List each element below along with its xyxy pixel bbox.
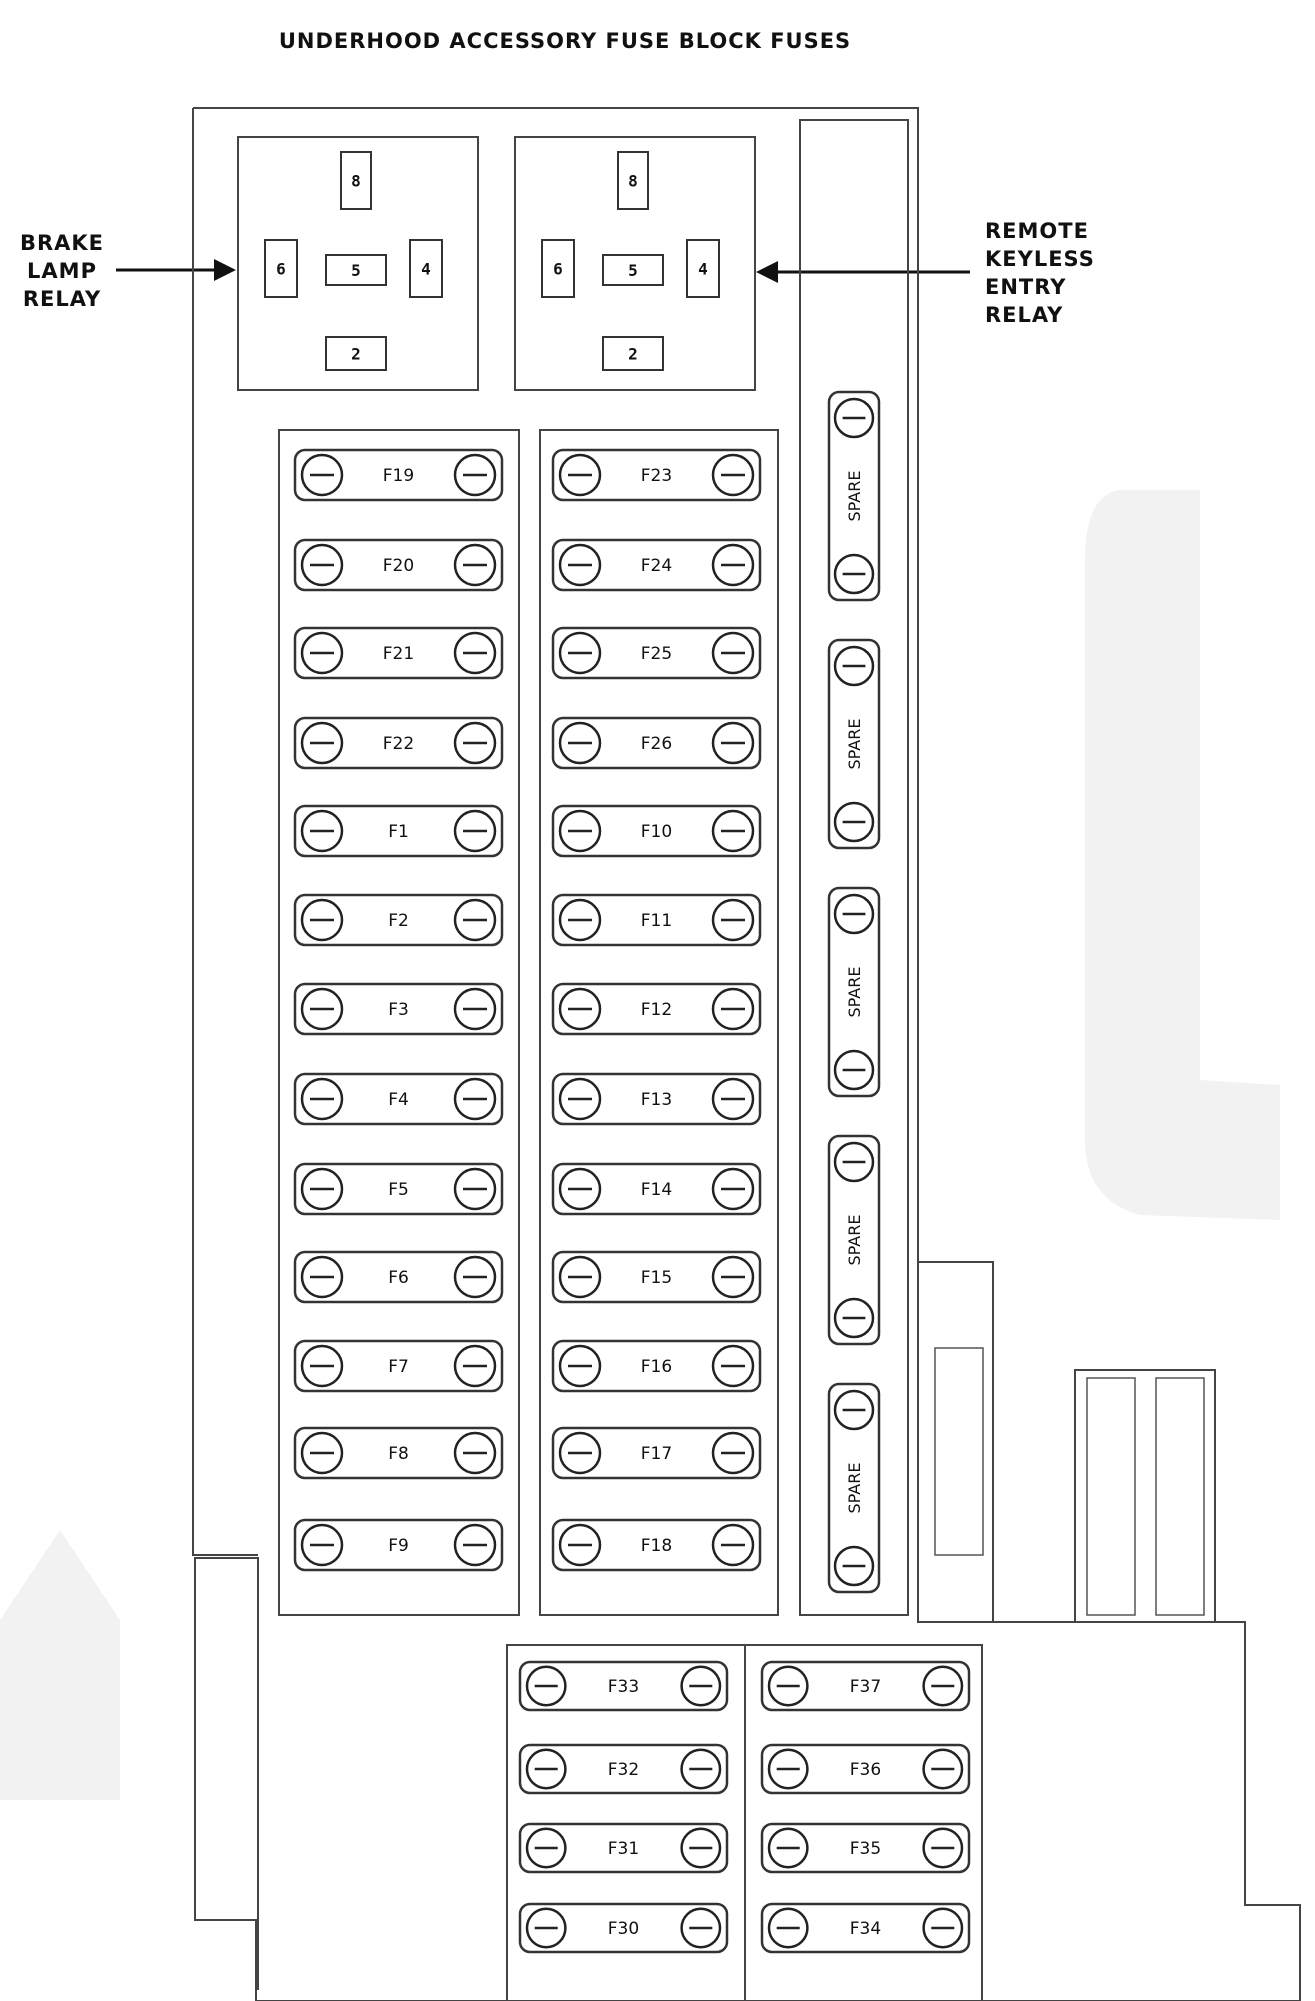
relay-pin-number: 8 — [351, 171, 361, 191]
fuse-label: F20 — [382, 556, 415, 576]
fuse-label: F2 — [388, 911, 409, 931]
fuse-f13[interactable] — [553, 1074, 760, 1124]
fuse-label: F31 — [607, 1839, 640, 1859]
fuse-label: F36 — [849, 1760, 882, 1780]
fuse-label: F11 — [640, 911, 673, 931]
relay-pin-bottom — [326, 337, 386, 370]
fuse-label: F9 — [388, 1536, 409, 1556]
relay-pin-number: 6 — [553, 259, 563, 279]
connector-slot — [1156, 1378, 1204, 1615]
fuse-f17[interactable] — [553, 1428, 760, 1478]
fuse-f1[interactable] — [295, 806, 502, 856]
fuse-f26[interactable] — [553, 718, 760, 768]
fuse-label: F30 — [607, 1919, 640, 1939]
fuse-f25[interactable] — [553, 628, 760, 678]
fuse-f22[interactable] — [295, 718, 502, 768]
callout-line: RELAY — [22, 287, 102, 311]
fuse-f20[interactable] — [295, 540, 502, 590]
fuse-f33[interactable] — [520, 1662, 727, 1710]
spare-fuse[interactable] — [829, 1136, 879, 1344]
callout-line: BRAKE — [19, 231, 105, 255]
fuse-f35[interactable] — [762, 1824, 969, 1872]
fuse-label: F8 — [388, 1444, 409, 1464]
relay-pin-number: 5 — [351, 261, 361, 280]
relay-pin-left — [265, 240, 297, 297]
fuse-label: F14 — [640, 1180, 673, 1200]
fuse-f21[interactable] — [295, 628, 502, 678]
fuse-f11[interactable] — [553, 895, 760, 945]
fuse-f5[interactable] — [295, 1164, 502, 1214]
callout-line: REMOTE — [985, 219, 1089, 243]
connector-slot — [935, 1348, 983, 1555]
fuse-f18[interactable] — [553, 1520, 760, 1570]
fuse-f9[interactable] — [295, 1520, 502, 1570]
fuse-label: F13 — [640, 1090, 673, 1110]
callout-line: RELAY — [985, 303, 1064, 327]
relay-pin-number: 5 — [628, 261, 638, 280]
fuse-f4[interactable] — [295, 1074, 502, 1124]
fuse-label: F22 — [382, 734, 415, 754]
callout-line: ENTRY — [985, 275, 1067, 299]
relay-pin-center — [603, 255, 663, 285]
spare-fuse[interactable] — [829, 1384, 879, 1592]
fuse-label: F10 — [640, 822, 673, 842]
fuse-label: F37 — [849, 1677, 882, 1697]
relay-pin-bottom — [603, 337, 663, 370]
fuse-f30[interactable] — [520, 1904, 727, 1952]
fuse-label: F16 — [640, 1357, 673, 1377]
relay-pin-top — [618, 152, 648, 209]
fuse-label: F6 — [388, 1268, 409, 1288]
relay-pin-right — [687, 240, 719, 297]
fuse-f2[interactable] — [295, 895, 502, 945]
fuse-f16[interactable] — [553, 1341, 760, 1391]
fuse-f34[interactable] — [762, 1904, 969, 1952]
fuse-f23[interactable] — [553, 450, 760, 500]
fuse-f15[interactable] — [553, 1252, 760, 1302]
fuse-label: F1 — [388, 822, 409, 842]
fuse-label: F32 — [607, 1760, 640, 1780]
brake-lamp-relay — [238, 137, 478, 390]
arrow-head-icon — [214, 259, 236, 281]
spare-fuse[interactable] — [829, 888, 879, 1096]
relay-area — [238, 137, 755, 390]
spare-fuse[interactable] — [829, 640, 879, 848]
fuse-label: F4 — [388, 1090, 409, 1110]
background-watermark-right — [1085, 490, 1280, 1220]
fuse-f37[interactable] — [762, 1662, 969, 1710]
fuse-f8[interactable] — [295, 1428, 502, 1478]
fuse-f12[interactable] — [553, 984, 760, 1034]
fuse-label: F35 — [849, 1839, 882, 1859]
fuse-label: F17 — [640, 1444, 673, 1464]
fuse-f6[interactable] — [295, 1252, 502, 1302]
diagram-title: UNDERHOOD ACCESSORY FUSE BLOCK FUSES — [278, 29, 852, 53]
fuse-f10[interactable] — [553, 806, 760, 856]
fuse-label: F33 — [607, 1677, 640, 1697]
fuse-label: F19 — [382, 466, 415, 486]
relay-pin-center — [326, 255, 386, 285]
fuse-f3[interactable] — [295, 984, 502, 1034]
fuse-label: F26 — [640, 734, 673, 754]
fuse-label: F5 — [388, 1180, 409, 1200]
fuse-label: F7 — [388, 1357, 409, 1377]
spare-label: SPARE — [845, 966, 864, 1018]
remote-keyless-entry-relay-callout — [756, 219, 1095, 327]
relay-pin-left — [542, 240, 574, 297]
remote-keyless-entry-relay — [515, 137, 755, 390]
relay-pin-top — [341, 152, 371, 209]
arrow-head-icon — [756, 261, 778, 283]
callout-line: LAMP — [27, 259, 97, 283]
fuse-f32[interactable] — [520, 1745, 727, 1793]
fuse-label: F25 — [640, 644, 673, 664]
relay-pin-number: 2 — [351, 344, 361, 364]
relay-pin-number: 2 — [628, 344, 638, 364]
spare-label: SPARE — [845, 1462, 864, 1514]
relay-pin-number: 4 — [698, 259, 708, 279]
fuse-f36[interactable] — [762, 1745, 969, 1793]
spare-label: SPARE — [845, 470, 864, 522]
fuse-label: F21 — [382, 644, 415, 664]
spare-area — [829, 392, 879, 1592]
spare-label: SPARE — [845, 718, 864, 770]
spare-fuse[interactable] — [829, 392, 879, 600]
fuse-label: F18 — [640, 1536, 673, 1556]
fuse-f14[interactable] — [553, 1164, 760, 1214]
housing-right-step — [918, 1262, 1215, 1622]
fuse-label: F3 — [388, 1000, 409, 1020]
fuse-f7[interactable] — [295, 1341, 502, 1391]
fuse-label: F34 — [849, 1919, 882, 1939]
relay-pin-right — [410, 240, 442, 297]
spare-label: SPARE — [845, 1214, 864, 1266]
brake-lamp-relay-callout — [20, 231, 236, 311]
fuse-label: F24 — [640, 556, 673, 576]
fuse-label: F15 — [640, 1268, 673, 1288]
relay-pin-number: 8 — [628, 171, 638, 191]
fuse-f24[interactable] — [553, 540, 760, 590]
relay-pin-number: 6 — [276, 259, 286, 279]
fuse-f19[interactable] — [295, 450, 502, 500]
relay-pin-number: 4 — [421, 259, 431, 279]
fuse-f31[interactable] — [520, 1824, 727, 1872]
callout-line: KEYLESS — [985, 247, 1095, 271]
background-watermark-left — [0, 1530, 120, 1800]
fuse-label: F23 — [640, 466, 673, 486]
fuse-label: F12 — [640, 1000, 673, 1020]
connector-slot — [1087, 1378, 1135, 1615]
